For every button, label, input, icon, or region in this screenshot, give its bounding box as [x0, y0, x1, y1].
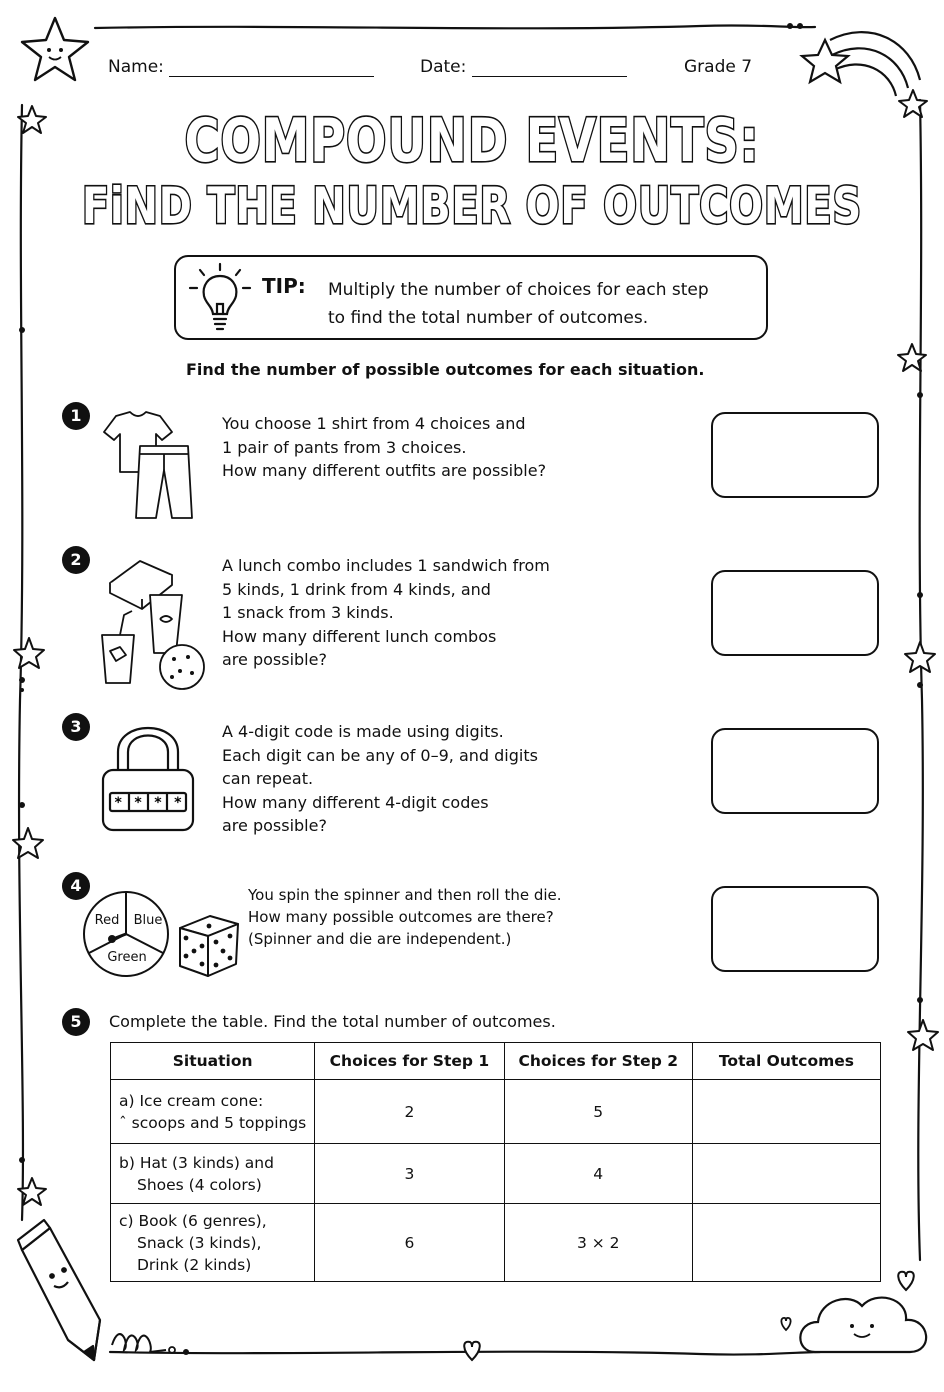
spinner-label-red: Red: [94, 913, 120, 928]
tip-text: [328, 276, 748, 332]
answer-box-2[interactable]: [711, 570, 879, 656]
tip-line-2: to find the total number of outcomes.: [328, 308, 649, 328]
page-title: [0, 95, 944, 235]
answer-box-1[interactable]: [711, 412, 879, 498]
question-4-text: [248, 884, 562, 950]
situation-line: Shoes (4 colors): [137, 1175, 262, 1194]
lightbulb-icon: [188, 262, 252, 334]
question-3-line: are possible?: [222, 816, 327, 835]
name-label: Name:: [108, 57, 164, 77]
instructions: Find the number of possible outcomes for each situation.: [186, 360, 705, 379]
situation-line: c) Book (6 genres),: [119, 1211, 267, 1230]
situation-line: Drink (2 kinds): [137, 1255, 252, 1274]
table-row: [111, 1204, 881, 1282]
step1-cell: 3: [315, 1144, 504, 1204]
name-field[interactable]: [108, 57, 374, 77]
step2-cell: 3 × 2: [504, 1204, 692, 1282]
lunch-icons: [96, 555, 211, 690]
table-row: [111, 1144, 881, 1204]
table-header: Choices for Step 2: [504, 1043, 692, 1080]
star-icon: [898, 344, 926, 371]
title-line-2: FiND THE NUMBER OF OUTCOMES: [82, 177, 862, 235]
date-label: Date:: [420, 57, 467, 77]
question-3-line: A 4-digit code is made using digits.: [222, 722, 504, 741]
star-icon: [908, 1020, 938, 1050]
cloud-icon: [800, 1298, 926, 1352]
total-outcomes-cell[interactable]: [692, 1144, 880, 1204]
question-4-line: (Spinner and die are independent.): [248, 930, 512, 948]
situation-cell: [111, 1204, 315, 1282]
outfit-icons: [96, 410, 206, 525]
name-blank[interactable]: [169, 58, 374, 77]
outcomes-table: [110, 1042, 881, 1282]
pencil-icon: [18, 1220, 100, 1360]
cookie-icon: [160, 645, 204, 689]
question-2-line: How many different lunch combos: [222, 626, 497, 646]
situation-line: b) Hat (3 kinds) and: [119, 1153, 274, 1172]
question-2-line: A lunch combo includes 1 sandwich from: [222, 556, 550, 575]
situation-line: Snack (3 kinds),: [137, 1233, 262, 1252]
question-2-line: 5 kinds, 1 drink from 4 kinds, and: [222, 579, 491, 599]
question-1-number: 1: [62, 402, 90, 430]
table-row: [111, 1080, 881, 1144]
heart-icon: [464, 1342, 480, 1360]
die-icon: [180, 916, 238, 976]
spinner-label-green: Green: [107, 950, 147, 965]
tip-line-1: Multiply the number of choices for each step: [328, 280, 709, 300]
padlock-icon: [100, 722, 196, 834]
date-field[interactable]: [420, 57, 627, 77]
star-icon: [905, 642, 935, 672]
total-outcomes-cell[interactable]: [692, 1204, 880, 1282]
tip-label: TIP:: [262, 274, 306, 298]
question-5-number: 5: [62, 1008, 90, 1036]
star-icon: [13, 828, 43, 858]
question-3-line: can repeat.: [222, 769, 314, 788]
question-1-line: How many different outfits are possible?: [222, 461, 547, 480]
question-2-line: 1 snack from 3 kinds.: [222, 603, 394, 622]
total-outcomes-cell[interactable]: [692, 1080, 880, 1144]
table-header: Choices for Step 1: [315, 1043, 504, 1080]
question-2-text: [222, 554, 550, 672]
title-line-1: COMPOUND EVENTS:: [184, 106, 760, 176]
step1-cell: 2: [315, 1080, 504, 1144]
question-2-line: are possible?: [222, 650, 327, 669]
question-1-text: [222, 412, 546, 483]
step2-cell: 4: [504, 1144, 692, 1204]
spinner-icon: [84, 892, 168, 976]
spinner-label-blue: Blue: [133, 913, 163, 928]
question-3-text: [222, 720, 538, 838]
question-3-line: Each digit can be any of 0–9, and digits: [222, 745, 538, 765]
situation-cell: [111, 1080, 315, 1144]
heart-icon: [781, 1318, 790, 1330]
question-4-line: You spin the spinner and then roll the die.: [248, 886, 562, 904]
spinner-die-icons: [80, 890, 245, 980]
question-3-line: How many different 4-digit codes: [222, 792, 489, 812]
situation-line: ˆ scoops and 5 toppings: [119, 1113, 307, 1132]
question-4-number: 4: [62, 872, 90, 900]
table-header: Total Outcomes: [692, 1043, 880, 1080]
grade-label: Grade 7: [684, 57, 753, 77]
step1-cell: 6: [315, 1204, 504, 1282]
star-icon: [14, 638, 44, 668]
situation-line: a) Ice cream cone:: [119, 1091, 264, 1110]
heart-icon: [898, 1272, 914, 1290]
lock-code: ****: [114, 795, 182, 811]
answer-box-4[interactable]: [711, 886, 879, 972]
question-1-line: 1 pair of pants from 3 choices.: [222, 437, 467, 457]
table-header: Situation: [111, 1043, 315, 1080]
question-3-number: 3: [62, 713, 90, 741]
cup-icon: [150, 595, 182, 653]
question-5-prompt: Complete the table. Find the total number of outcomes.: [109, 1012, 556, 1031]
step2-cell: 5: [504, 1080, 692, 1144]
date-blank[interactable]: [472, 58, 627, 77]
table-header-row: [111, 1043, 881, 1080]
question-4-line: How many possible outcomes are there?: [248, 908, 554, 926]
star-icon: [22, 18, 88, 80]
question-1-line: You choose 1 shirt from 4 choices and: [222, 414, 526, 433]
answer-box-3[interactable]: [711, 728, 879, 814]
situation-cell: [111, 1144, 315, 1204]
shooting-star-icon: [802, 32, 920, 96]
question-2-number: 2: [62, 546, 90, 574]
